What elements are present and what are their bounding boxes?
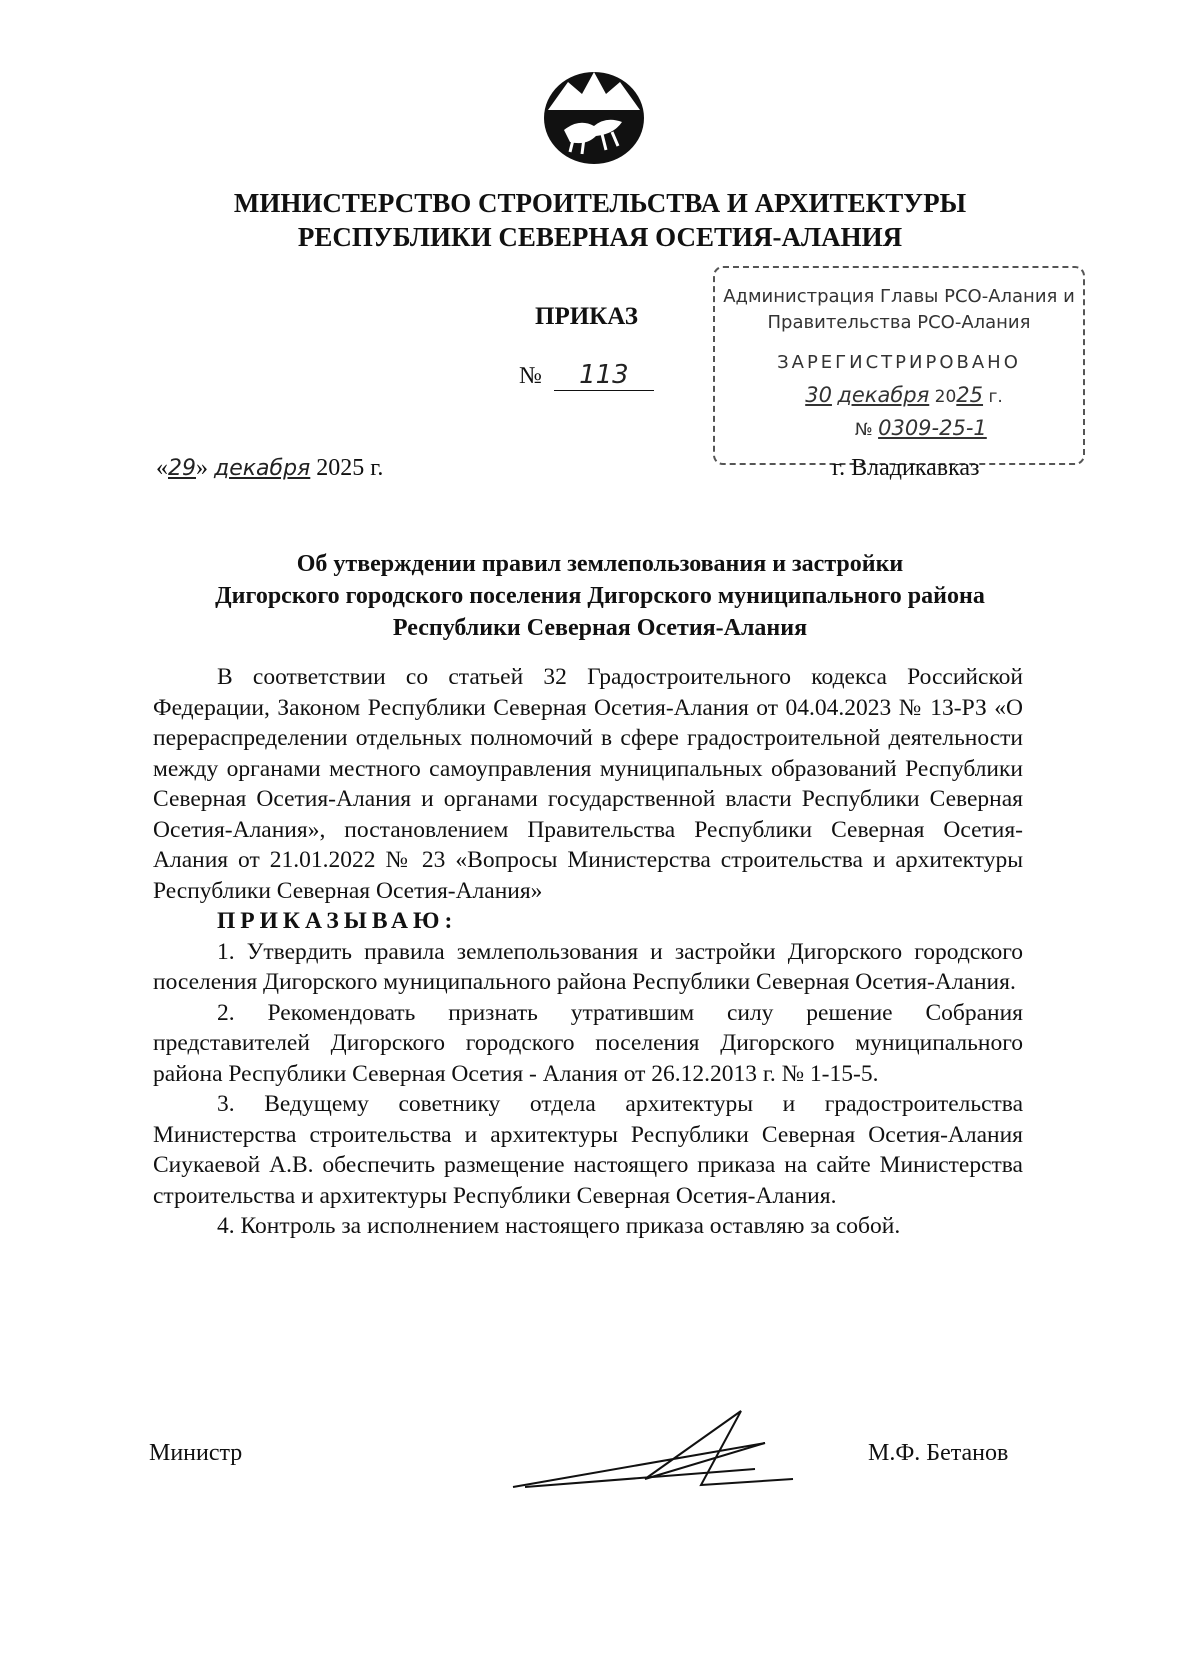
stamp-organization [715,284,1083,336]
order-number-value: 113 [554,360,654,391]
stamp-number-label: № [855,420,873,440]
stamp-number-value: 0309-25-1 [878,416,987,440]
subject-line3: Республики Северная Осетия-Алания [392,615,808,641]
preamble: В соответствии со статьей 32 Градостроительного кодекса Российской Федерации, Законом Республики Северная Осетия-Алания от 04.04.2023 № 13-РЗ «О перераспределении отдельных полномочий в сфере градостроительной деятельности между органами местного самоуправления муниципальных образований Республики Северная Осетия-Алания и органами государственной власти Республики Северная Осетия-Алания», постановлением Правительства Республики Северная Осетия-Алания от 21.01.2022 № 23 «Вопросы Министерства строительства и архитектуры Республики Северная Осетия-Алания» [153,664,1023,904]
ministry-title-line1: МИНИСТЕРСТВО СТРОИТЕЛЬСТВА И АРХИТЕКТУРЫ [233,188,967,218]
stamp-date-unit: г. [988,387,1003,407]
subject-line2: Дигорского городского поселения Дигорского муниципального района [215,583,985,609]
stamp-date-year-prefix: 20 [934,387,957,407]
signer-position: Министр [149,1440,243,1466]
date-open-quote: « [156,455,168,481]
order-number-label: № [519,363,542,389]
stamp-date-year-suffix: 25 [956,383,984,407]
stamp-status: ЗАРЕГИСТРИРОВАНО [777,352,1021,373]
stamp-date [745,383,1063,407]
stamp-number [855,416,987,440]
order-body [153,662,1023,1242]
registration-stamp [713,266,1085,465]
city: г. Владикавказ [832,455,980,481]
date-close-quote: » [196,455,208,481]
order-word: ПРИКАЗЫВАЮ: [217,908,458,934]
ministry-title-line2: РЕСПУБЛИКИ СЕВЕРНАЯ ОСЕТИЯ-АЛАНИЯ [297,222,903,252]
signer-name: М.Ф. Бетанов [868,1440,1009,1466]
list-item: 1. Утвердить правила землепользования и застройки Дигорского городского поселения Дигорского муниципального района Республики Северная Осетия-Алания. [153,938,1023,995]
list-item: 2. Рекомендовать признать утратившим силу решение Собрания представителей Дигорского городского поселения Дигорского муниципального района Республики Северная Осетия - Алания от 26.12.2013 г. № 1-15-5. [153,999,1023,1087]
list-item: 4. Контроль за исполнением настоящего приказа оставляю за собой. [217,1213,901,1239]
order-title: ПРИКАЗ [535,303,638,330]
stamp-date-day: 30 [805,383,832,407]
subject-line1: Об утверждении правил землепользования и застройки [296,551,904,577]
order-date [156,455,383,482]
order-subject [0,548,1200,644]
stamp-org-line1: Администрация Главы РСО-Алания и [723,286,1075,307]
date-year: 2025 г. [316,455,384,481]
stamp-date-month: декабря [837,383,930,407]
date-month: декабря [214,456,311,481]
handwritten-signature-icon [505,1405,805,1495]
coat-of-arms-icon [534,60,654,168]
ministry-title [0,186,1200,254]
date-day: 29 [168,456,196,481]
stamp-org-line2: Правительства РСО-Алания [767,312,1031,333]
list-item: 3. Ведущему советнику отдела архитектуры и градостроительства Министерства строительства и архитектуры Республики Северная Осетия-Алания Сиукаевой А.В. обеспечить размещение настоящего приказа на сайте Министерства строительства и архитектуры Республики Северная Осетия-Алания. [153,1091,1023,1209]
order-number [519,360,654,391]
